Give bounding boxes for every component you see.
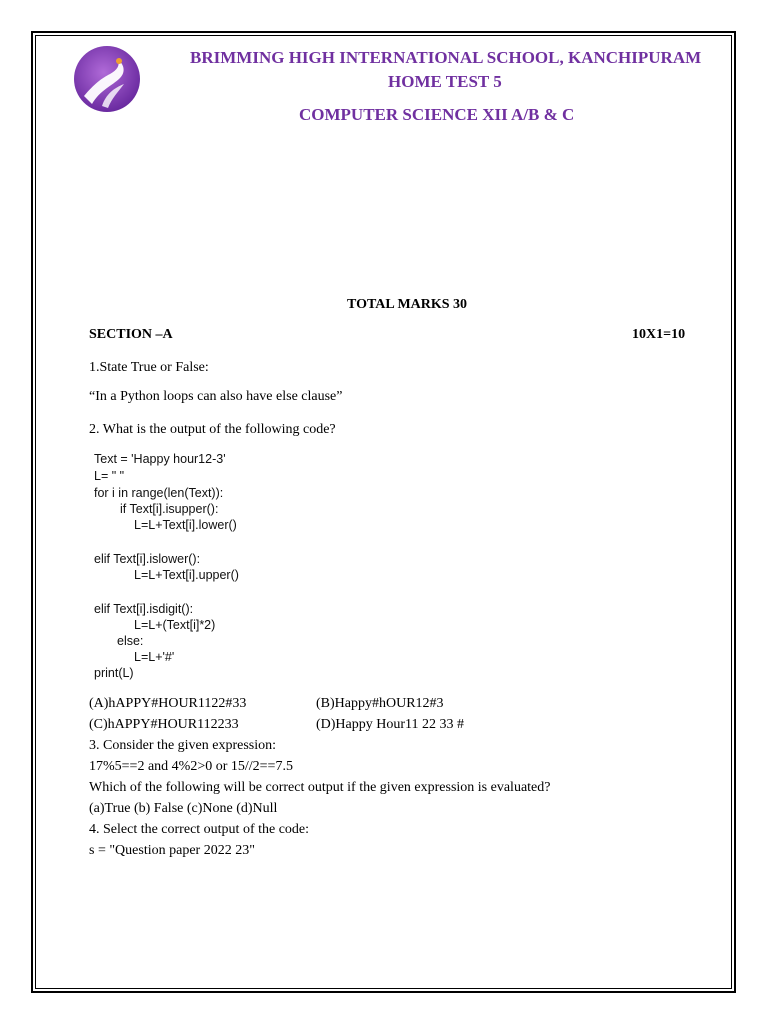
code-line: for i in range(len(Text)): <box>94 486 224 500</box>
code-line: Text = 'Happy hour12-3' <box>94 452 226 466</box>
q2-option-c: (C)hAPPY#HOUR112233 <box>89 717 239 732</box>
q1-statement: “In a Python loops can also have else clause” <box>89 389 343 404</box>
q3-options: (a)True (b) False (c)None (d)Null <box>89 801 278 816</box>
code-line: elif Text[i].islower(): <box>94 552 201 566</box>
section-marks: 10X1=10 <box>632 327 686 342</box>
section-title: SECTION –A <box>89 327 173 342</box>
school-name: BRIMMING HIGH INTERNATIONAL SCHOOL, KANCHIPURAM <box>190 48 702 67</box>
q2-option-a: (A)hAPPY#HOUR1122#33 <box>89 696 247 711</box>
q1-prompt: 1.State True or False: <box>89 360 209 375</box>
test-name: HOME TEST 5 <box>388 72 502 91</box>
q2-prompt: 2. What is the output of the following code? <box>89 422 336 437</box>
code-line: if Text[i].isupper(): <box>120 502 219 516</box>
school-logo <box>72 44 142 114</box>
q3-question: Which of the following will be correct output if the given expression is evaluated? <box>89 780 551 795</box>
q4-code: s = "Question paper 2022 23" <box>89 843 255 858</box>
code-line: else: <box>117 634 144 648</box>
q4-prompt: 4. Select the correct output of the code: <box>89 822 310 837</box>
code-line: elif Text[i].isdigit(): <box>94 602 194 616</box>
q3-prompt: 3. Consider the given expression: <box>89 738 277 753</box>
code-line: print(L) <box>94 666 134 680</box>
code-line: L=L+'#' <box>134 650 175 664</box>
code-line: L=L+Text[i].upper() <box>134 568 239 582</box>
q2-option-d: (D)Happy Hour11 22 33 # <box>316 717 465 732</box>
code-line: L= " " <box>94 469 125 483</box>
q2-option-b: (B)Happy#hOUR12#3 <box>316 696 444 711</box>
subject-title: COMPUTER SCIENCE XII A/B & C <box>299 105 575 124</box>
code-line: L=L+Text[i].lower() <box>134 518 237 532</box>
q3-expression: 17%5==2 and 4%2>0 or 15//2==7.5 <box>89 759 293 774</box>
code-line: L=L+(Text[i]*2) <box>134 618 216 632</box>
total-marks: TOTAL MARKS 30 <box>347 297 468 312</box>
